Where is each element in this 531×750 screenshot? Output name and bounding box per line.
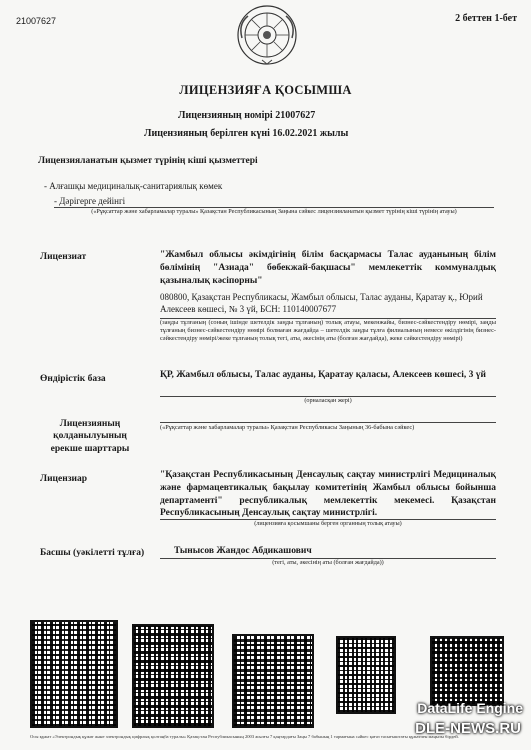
production-base-value: ҚР, Жамбыл облысы, Талас ауданы, Қаратау қаласы, Алексеев көшесі, 3 үй [160,370,486,380]
license-number-row [178,110,315,121]
conditions-divider [160,422,496,423]
licensee-name: "Жамбыл облысы әкімдігінің білім басқармасы Талас ауданының білім бөлімінің "Азиада" бөбекжай-бақшасы" мемлекеттік коммуналдық қазыналық кәсіпорны" [160,250,496,286]
page-number: 2 беттен 1-бет [455,13,517,24]
head-note: (тегі, аты, әкесінің аты (болған жағдайда)) [272,559,384,566]
licensor-label: Лицензиар [40,474,88,484]
head-label: Басшы (уәкілетті тұлға) [40,548,145,558]
licensee-note: (заңды тұлғаның (соның ішінде шетелдік заңды тұлғаның) толық атауы, мекенжайы, бизнес-сәйкестендіру нөмірі, заңды тұлғаның бизнес-сәйкестендіру нөмірі болмаған жағдайда – шетелдік заңды тұлға филиалының немесе өкілдігінің бизнес-сәйкестендіру нөмірі/жеке тұлғаның толық тегі, аты, әкесінің аты (болған жағдайда), жеке сәйкестендіру нөмірі) [160,319,496,342]
activity-item-primary-care: - Алғашқы медициналық-санитариялық көмек [44,181,223,191]
qr-code-1 [30,620,118,728]
head-value: Тынысов Жандос Абдикашович [174,546,312,556]
document-title: ЛИЦЕНЗИЯҒА ҚОСЫМША [179,83,352,97]
conditions-label: Лицензияның қолданылуының ерекше шарттары [50,419,130,454]
state-emblem-icon [236,4,298,66]
license-number-value: 21007627 [275,110,316,121]
licensor-note: (лицензияға қосымшаны берген органның толық атауы) [254,520,402,527]
license-number-label: Лицензияның номірі [178,110,273,121]
activity-heading: Лицензияланатын қызмет түрінің кіші қызметтері [38,156,258,166]
document-id: 21007627 [16,16,57,26]
qr-code-2 [132,624,214,728]
licensee-address: 080800, Қазақстан Республикасы, Жамбыл облысы, Талас ауданы, Қаратау қ., Юрий Алексеев көшесі, № 3 үй, БСН: 110140007677 [160,292,483,315]
issue-date-value: 16.02.2021 жылы [272,128,349,139]
watermark-line-2: DLE-NEWS.RU [415,720,521,737]
qr-code-3 [232,634,314,728]
watermark-line-1: DataLife Engine [417,700,523,716]
activity-note: («Рұқсаттар және хабарламалар туралы» Қазақстан Республикасының Заңына сәйкес лицензияланатын қызмет түрінің кіші түрінің атауы) [91,208,457,215]
production-base-note: (орналасқан жері) [304,397,352,404]
issue-date-label: Лицензияның берілген күні [144,128,270,139]
footer-legal-text: Осы құжат «Электрондық құжат және электрондық цифрлық қолтаңба туралы» Қазақстан Республикасының 2003 жылғы 7 қаңтардағы Заңы 7 бабының 1 тармағына сәйкес қағаз тасығыштағы құжатпен маңызы бірдей. [30,734,459,739]
activity-item-pre-doctor: - Дәрігерге дейінгі [54,196,126,206]
conditions-note: («Рұқсаттар және хабарламалар туралы» Қазақстан Республикасы Заңының 36-бабына сәйкес) [160,424,415,431]
licensee-label: Лицензиат [40,252,87,262]
qr-code-4 [336,636,396,714]
issue-date-row [144,128,348,139]
qr-code-5 [430,636,504,706]
licensor-value: "Қазақстан Республикасының Денсаулық сақтау министрлігі Медициналық және фармацевтикалық бақылау комитетінің Жамбыл облысы бойынша департаменті" республикалық мемлекеттік мекемесі. Қазақстан Республикасының Денсаулық сақтау министрлігі. [160,470,496,519]
production-base-label: Өндірістік база [40,374,106,384]
